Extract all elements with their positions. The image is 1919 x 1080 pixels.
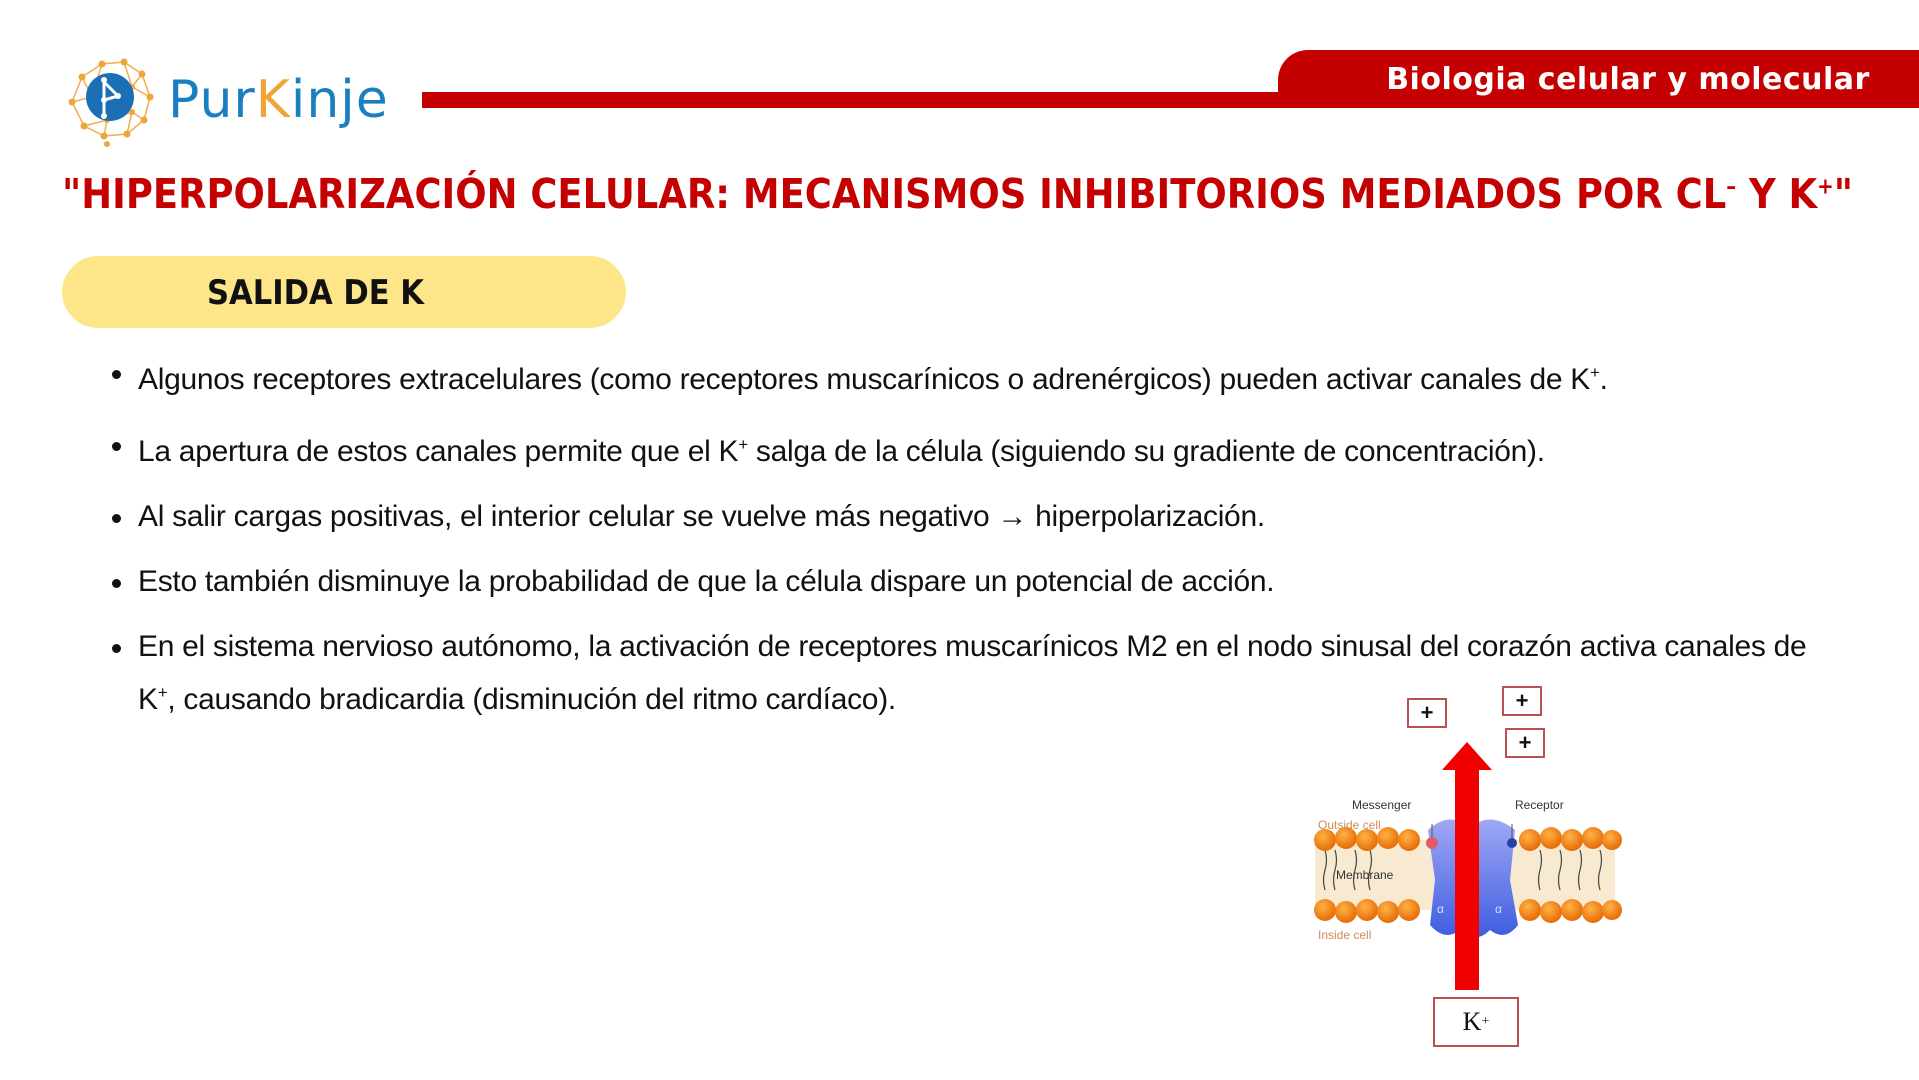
brain-network-icon xyxy=(62,52,158,148)
positive-charge-box: + xyxy=(1407,698,1447,728)
course-label: Biologia celular y molecular xyxy=(1386,61,1870,97)
bullet-item: En el sistema nervioso autónomo, la activación de receptores muscarínicos M2 en el nodo sinusal del corazón activa canales de K+, causando bradicardia (disminución del ritmo cardíaco). xyxy=(108,624,1818,723)
potassium-ion-box: K + xyxy=(1433,997,1519,1047)
inside-cell-label: Inside cell xyxy=(1318,928,1372,942)
alpha-subunit-label: α xyxy=(1495,902,1502,916)
receptor-label: Receptor xyxy=(1515,798,1564,812)
membrane-illustration xyxy=(1310,680,1630,1000)
brand-name: PurKinje xyxy=(168,70,389,130)
section-heading-pill xyxy=(62,256,626,328)
potassium-channel-diagram xyxy=(1310,680,1630,1060)
membrane-label: Membrane xyxy=(1336,868,1394,882)
course-banner xyxy=(1278,50,1919,108)
outside-cell-label: Outside cell xyxy=(1318,818,1381,832)
bullet-item: Esto también disminuye la probabilidad de que la célula dispare un potencial de acción. xyxy=(108,559,1808,605)
header-divider-line xyxy=(422,92,1322,108)
page-title: "HIPERPOLARIZACIÓN CELULAR: MECANISMOS INHIBITORIOS MEDIADOS POR CL– Y K+" xyxy=(62,170,1853,218)
section-heading: SALIDA DE K xyxy=(207,273,425,313)
positive-charge-box: + xyxy=(1502,686,1542,716)
purkinje-logo xyxy=(62,52,389,148)
bullet-item: La apertura de estos canales permite que el K+ salga de la célula (siguiendo su gradiente de concentración). xyxy=(108,422,1808,475)
bullet-item: Al salir cargas positivas, el interior celular se vuelve más negativo → hiperpolarización. xyxy=(108,494,1808,540)
alpha-subunit-label: α xyxy=(1437,902,1444,916)
positive-charge-box: + xyxy=(1505,728,1545,758)
messenger-label: Messenger xyxy=(1352,798,1412,812)
bullet-item: Algunos receptores extracelulares (como receptores muscarínicos o adrenérgicos) pueden activar canales de K+. xyxy=(108,350,1808,403)
